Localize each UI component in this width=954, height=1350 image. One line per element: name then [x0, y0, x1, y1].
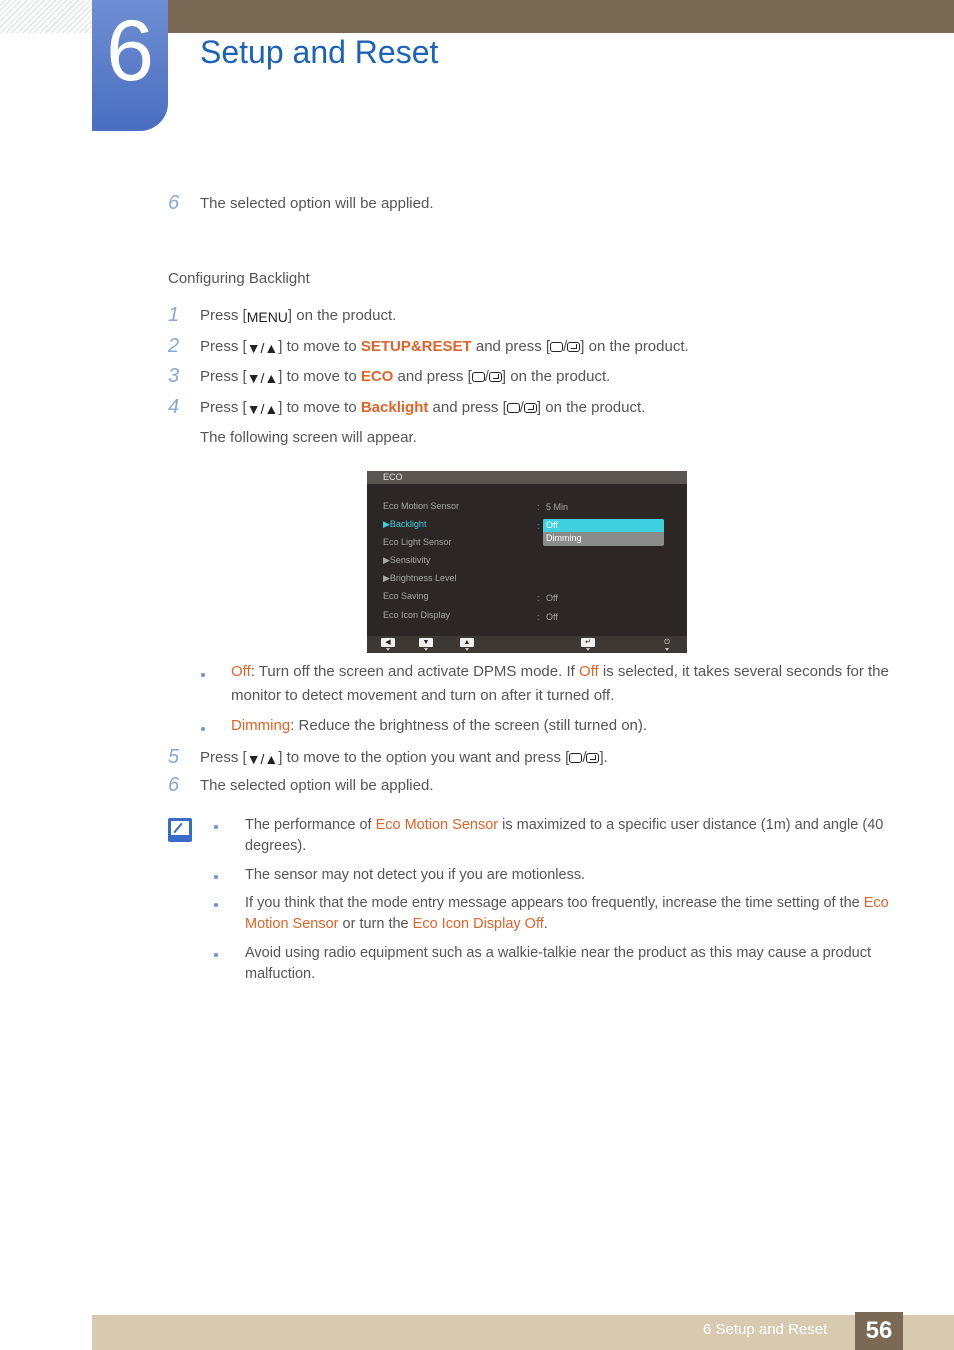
osd-colon: :: [537, 521, 540, 531]
osd-header: [367, 471, 687, 484]
osd-item-eco-motion-sensor: Eco Motion Sensor: [383, 501, 460, 511]
enter-icon: ↵: [581, 638, 595, 647]
osd-value: Off: [546, 612, 558, 622]
menu-target: SETUP&RESET: [360, 338, 472, 355]
chapter-title: Setup and Reset: [200, 34, 439, 70]
osd-value: Off: [546, 593, 558, 603]
step-text: Press [MENU] on the product.: [200, 307, 397, 325]
osd-item-eco-light-sensor: Eco Light Sensor: [383, 537, 452, 547]
osd-dropdown: [543, 519, 664, 546]
arrow-keys-icon: ▼/▲: [246, 370, 279, 386]
chapter-number: 6: [106, 3, 154, 99]
step-text: Press [▼/▲] to move to Backlight and press [ / ] on the product.: [200, 399, 646, 417]
arrow-keys-icon: ▼/▲: [246, 401, 279, 417]
osd-option-dimming: Dimming: [546, 533, 582, 543]
bullet-icon: [214, 825, 218, 829]
osd-item-backlight: ▶Backlight: [383, 519, 427, 529]
osd-item-brightness-level: ▶Brightness Level: [383, 573, 457, 583]
button-marker: [386, 648, 390, 651]
square-button-icon: [550, 342, 563, 352]
step-number: 6: [168, 192, 180, 214]
enter-button-icon: [489, 372, 502, 382]
step-number: 2: [168, 335, 180, 357]
osd-item-sensitivity: ▶Sensitivity: [383, 555, 431, 565]
header-hatch: [0, 0, 92, 33]
osd-screen: [367, 471, 687, 653]
enter-button-icon: [586, 753, 599, 763]
step-number: 4: [168, 396, 180, 418]
osd-item-eco-saving: Eco Saving: [383, 591, 429, 601]
arrow-keys-icon: ▼/▲: [246, 340, 279, 356]
note-1: The performance of Eco Motion Sensor is maximized to a specific user distance (1m) and angle (40 degrees).: [245, 817, 884, 854]
bullet-icon: [201, 727, 205, 731]
note-3: If you think that the mode entry message appears too frequently, increase the time setting of the Eco Motion Sensor or turn the Eco Icon Display Off.: [245, 895, 889, 932]
note-2: The sensor may not detect you if you are motionless.: [245, 867, 586, 883]
osd-footer: [367, 636, 687, 653]
bullet-icon: [214, 903, 218, 907]
step-number: 1: [168, 304, 180, 326]
footer-label: 6 Setup and Reset: [703, 1321, 828, 1338]
menu-target: Backlight: [360, 399, 429, 416]
button-marker: [424, 648, 428, 651]
note-4: Avoid using radio equipment such as a walkie-talkie near the product as this may cause a product malfuction.: [245, 945, 871, 982]
square-button-icon: [472, 372, 485, 382]
step-number: 6: [168, 774, 180, 796]
square-button-icon: [507, 403, 520, 413]
step-text: The selected option will be applied.: [200, 195, 434, 212]
section-heading: Configuring Backlight: [168, 270, 310, 287]
step-number: 3: [168, 365, 180, 387]
following-screen-text: The following screen will appear.: [200, 429, 417, 446]
page-number: 56: [855, 1312, 903, 1350]
step-text: Press [▼/▲] to move to the option you want and press [ / ].: [200, 749, 608, 767]
step-text: Press [▼/▲] to move to ECO and press [ / ] on the product.: [200, 368, 611, 386]
osd-title: ECO: [383, 472, 403, 482]
button-marker: [586, 648, 590, 651]
osd-value: 5 Min: [546, 502, 569, 512]
up-arrow-icon: ▲: [460, 638, 474, 647]
bullet-icon: [214, 953, 218, 957]
osd-colon: :: [537, 502, 540, 512]
option-dimming: Dimming: Reduce the brightness of the screen (still turned on).: [231, 717, 648, 734]
menu-target: ECO: [360, 368, 394, 385]
left-arrow-icon: ◀: [381, 638, 395, 647]
power-icon: ⏻: [664, 639, 670, 646]
button-marker: [665, 648, 669, 651]
button-marker: [465, 648, 469, 651]
osd-colon: :: [537, 612, 540, 622]
note-icon: [168, 818, 192, 842]
option-off: Off: Turn off the screen and activate DPMS mode. If Off is selected, it takes several seconds for the monitor to detect movement and turn on after it turned off.: [231, 663, 889, 704]
header-bar: [168, 0, 954, 33]
enter-button-icon: [524, 403, 537, 413]
osd-option-off: Off: [543, 519, 664, 532]
step-text: The selected option will be applied.: [200, 777, 434, 794]
square-button-icon: [569, 753, 582, 763]
menu-key: MENU: [246, 309, 288, 325]
bullet-icon: [201, 673, 205, 677]
step-text: Press [▼/▲] to move to SETUP&RESET and press [ / ] on the product.: [200, 338, 689, 356]
osd-item-eco-icon-display: Eco Icon Display: [383, 610, 451, 620]
bullet-icon: [214, 875, 218, 879]
osd-colon: :: [537, 593, 540, 603]
step-number: 5: [168, 746, 180, 768]
arrow-keys-icon: ▼/▲: [246, 751, 279, 767]
down-arrow-icon: ▼: [419, 638, 433, 647]
enter-button-icon: [567, 342, 580, 352]
